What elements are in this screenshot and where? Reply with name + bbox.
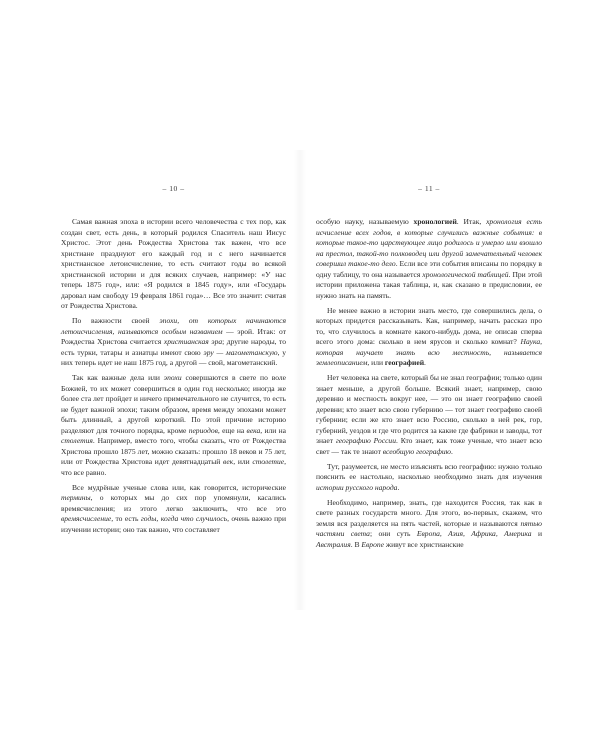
text-run: , (156, 514, 161, 523)
paragraph (61, 373, 286, 478)
text-run: , что все равно. (61, 457, 286, 477)
text-run: , очень важно при изучении истории; оно так важно, что составляет (61, 514, 286, 534)
text-run: — эрой. Итак: от Рождества Христова считается (61, 326, 286, 346)
italic-run: хронологической таблицей (422, 269, 509, 279)
italic-run: когда что случилось (160, 514, 228, 523)
paragraph (316, 217, 542, 301)
text-run: , у них теперь идет не наш 1875 год, а другой — свой, магометанский. (61, 347, 287, 367)
paragraph (61, 316, 286, 369)
italic-run: географию России (335, 436, 396, 445)
text-run: Самая важная эпоха в истории всего человечества с тех пор, как создан свет, есть день, в который родился Спаситель наш Иисус Христос. Этот день Рождества Христова так важен, что все христиане празднуют его каждый год и с него начинается христианское летоисчисление, то есть считают годы во всякой христианской истории и для всяких случаев, например: «У нас теперь 1875 год», или: «Я родился в 1845 году», или «Государь даровал нам свободу 19 февраля 1861 года»… Все это значит: считая от Рождества Христова. (61, 217, 286, 310)
italic-run: эпохи (163, 373, 182, 382)
italic-run: эру — магометанскую (203, 347, 278, 357)
italic-run: годы (140, 514, 157, 523)
text-run: Тут, разумеется, не место изъяснять всю географию: нужно только пояснить ее настолько, насколько необходимо знать для изучения (316, 461, 542, 481)
text-run: . Кто знает, как тоже ученые, что знает всю свет — так те знают (316, 436, 542, 456)
italic-run: Европе (361, 539, 384, 549)
text-run: . (424, 358, 426, 367)
text-run: ; другие народы, то есть турки, татары и азиатцы имеют свою (61, 337, 286, 357)
text-run: , о которых мы до сих пор упомянули, касались времясчисления; из этого легко заключить, что все это (61, 493, 286, 513)
text-run: живут все христианские (383, 539, 464, 549)
text-run: . Например, вместо того, чтобы сказать, что от Рождества Христова прошло 1875 лет, можно сказать: прошло 18 веков и 75 лет, или от Рождества Христова идет девятнадцатый (61, 436, 286, 466)
text-run: . (397, 482, 400, 492)
text-run: совершаются в свете по воле Божией, то их может совершиться в один год несколько; иногда же более ста лет пройдет и ничего примечательного не случится, то есть не будет важной эпохи; таким образом, время между эпохами может быть длинный, а другой короткий. По этой причине историю разделяют для точного порядка, кроме (61, 373, 286, 435)
italic-run: хронология есть исчисление всех годов, в которые случились важные события: в которые такое-то царствующее лицо родилось и умерло или взошло на престол, такой-то полководец или другой замечательный человек совершил такое-то дело (316, 217, 542, 268)
text-run: По важности своей (72, 316, 160, 325)
italic-run: пятью частями света (316, 518, 542, 538)
bold-term: географией (384, 358, 425, 367)
bold-term: хронологией (413, 217, 457, 226)
paragraph (316, 462, 542, 494)
italic-run: века (246, 425, 261, 435)
page-body (316, 217, 542, 550)
text-run: . (450, 446, 453, 456)
italic-run: времясчисление (61, 514, 112, 523)
page-number: – 10 – (162, 184, 185, 193)
paragraph (316, 498, 542, 551)
text-run: , или на (260, 425, 286, 435)
right-page (316, 183, 542, 555)
page-body (61, 217, 286, 535)
italic-run: Наука, которая научает знать всю местность, называется землеописанием (316, 337, 542, 367)
italic-run: эпохи, от которых начинаются летоисчисления, называются особым названием (61, 316, 286, 336)
italic-run: столетие (252, 457, 285, 466)
text-run: Так как важные дела или (72, 373, 164, 382)
italic-run: истории русского народа (316, 482, 398, 492)
text-run: , или (367, 358, 385, 367)
italic-run: термины (61, 493, 91, 502)
text-run: , или (233, 457, 253, 466)
paragraph (61, 217, 286, 312)
text-run: Нет человека на свете, который бы не знал географии; только один знает меньше, а другой больше. Всякий знает, например, свою деревню и местность вокруг нее, — это он знает географию своей деревни; кто знает всю свою губернию — тот знает географию своей губернии; если же кто знает всю Россию, сколько в ней рек, гор, губерний, уездов и где что родится за какие где фабрики и заводы, тот знает (316, 373, 542, 445)
text-run: Не менее важно в истории знать место, где совершились дела, о которых придется рассказывать. Как, например, начать рассказ про то, что случилось в комнате какого-нибудь дома, не описав сперва всего этого дома: сколько в нем ярусов и сколько комнат? (316, 305, 542, 346)
paragraph (316, 306, 542, 369)
page-number: – 11 – (418, 184, 440, 193)
italic-run: Австралия (316, 539, 351, 549)
left-page (61, 183, 286, 540)
italic-run: всеобщую географию (382, 446, 451, 456)
text-run: , еще на (217, 425, 247, 435)
italic-run: христианская эра (163, 337, 223, 346)
italic-run: Европа, Азия, Африка, Америка (416, 529, 532, 538)
text-run: . В (350, 539, 362, 549)
italic-run: век (223, 457, 234, 466)
text-run: особую науку, называемую (316, 217, 414, 226)
paragraph (316, 373, 542, 457)
book-spine-shadow (294, 150, 306, 610)
text-run: . Если все эти события вписаны по порядку в одну таблицу, то она называется (316, 259, 542, 279)
text-run: . Итак, (456, 217, 487, 226)
text-run: . При этой истории приложена такая таблица, и, как сказано в предисловии, ее нужно знать на память. (316, 269, 542, 300)
text-run: Все мудрёные ученые слова или, как говорится, исторические (72, 482, 286, 492)
italic-run: столетия (61, 436, 93, 445)
text-run: ; они суть (369, 529, 417, 538)
text-run: Необходимо, например, знать, где находится Россия, так как в свете разных государств много. Для этого, во-первых, скажем, что земля вся разделяется на пять частей, которые и называются (316, 497, 542, 528)
italic-run: периодов (188, 425, 218, 435)
paragraph (61, 483, 286, 536)
text-run: и (531, 529, 543, 538)
text-run: , то есть (111, 514, 141, 523)
